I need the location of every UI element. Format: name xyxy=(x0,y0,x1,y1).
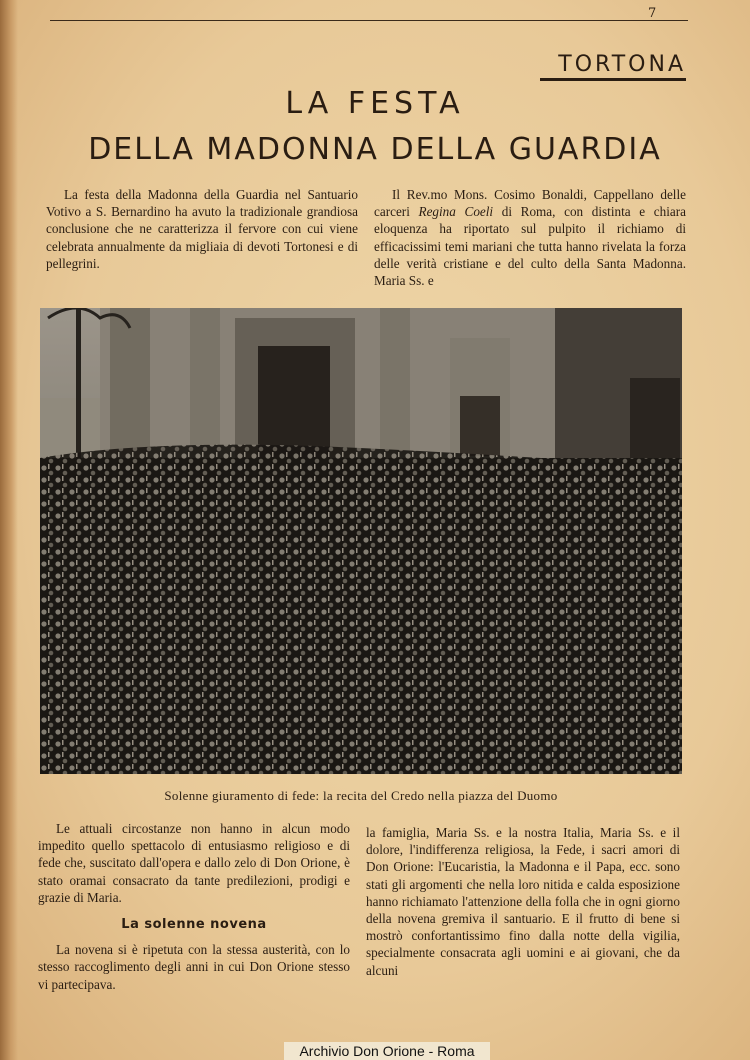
paragraph-intro: La festa della Madonna della Guardia nel Santuario Votivo a S. Bernardino ha avuto la tradizionale grandiosa conclusione che ne caratterizza il fervore con cui viene celebrata annualmente da migliaia di devoti Tortonesi e di pellegrini. xyxy=(46,187,358,271)
archive-credit: Archivio Don Orione - Roma xyxy=(299,1043,475,1059)
photo-caption: Solenne giuramento di fede: la recita del Credo nella piazza del Duomo xyxy=(164,788,558,803)
column-2 xyxy=(374,186,686,289)
section-label: TORTONA xyxy=(540,52,686,81)
paragraph-bonaldi: Il Rev.mo Mons. Cosimo Bonaldi, Cappellano delle carceri Regina Coeli di Roma, con distinta e chiara eloquenza ha riportato sul pulpito il richiamo di efficacissimi temi mariani che tutta hanno rivelata la forza delle verità cristiane e del culto della Santa Madonna. Maria Ss. e xyxy=(374,187,686,289)
archive-footer xyxy=(0,1042,750,1060)
paragraph-temi: la famiglia, Maria Ss. e la nostra Italia, Maria Ss. e il dolore, l'indifferenza religiosa, la Fede, i sacri amori di Don Orione: l'Eucaristia, la Madonna e il Papa, ecc. sono stati gli argomenti che nella loro nitida e calda esposizione hanno richiamato l'attenzione della folla che in ogni giorno della novena gremiva il santuario. E il frutto di bene si mostrò confortantissimo fino dalla notte della vigilia, specialmente consacrata agli uomini e ai giovani, che da alcuni xyxy=(366,825,680,978)
paragraph-circostanze: Le attuali circostanze non hanno in alcun modo impedito quello spettacolo di entusiasmo religioso e di fede che, suscitato dall'opera e dallo zelo di Don Orione, è stato oramai consacrato da tante predilezioni, prodigi e grazie di Maria. xyxy=(38,821,350,905)
header-rule xyxy=(50,20,688,21)
article-title-line2: DELLA MADONNA DELLA GUARDIA xyxy=(88,132,662,167)
crowd-photo xyxy=(40,308,682,774)
column-3 xyxy=(38,820,350,993)
article-title-line1: LA FESTA xyxy=(285,86,465,121)
paragraph-novena: La novena si è ripetuta con la stessa austerità, con lo stesso raccoglimento degli anni in cui Don Orione stesso vi partecipava. xyxy=(38,942,350,992)
binding-shadow xyxy=(0,0,18,1060)
crowd-photo-image xyxy=(40,308,682,774)
column-4 xyxy=(366,824,680,979)
subheading-novena: La solenne novena xyxy=(121,917,267,933)
column-1 xyxy=(46,186,358,272)
page-number: 7 xyxy=(648,6,657,21)
